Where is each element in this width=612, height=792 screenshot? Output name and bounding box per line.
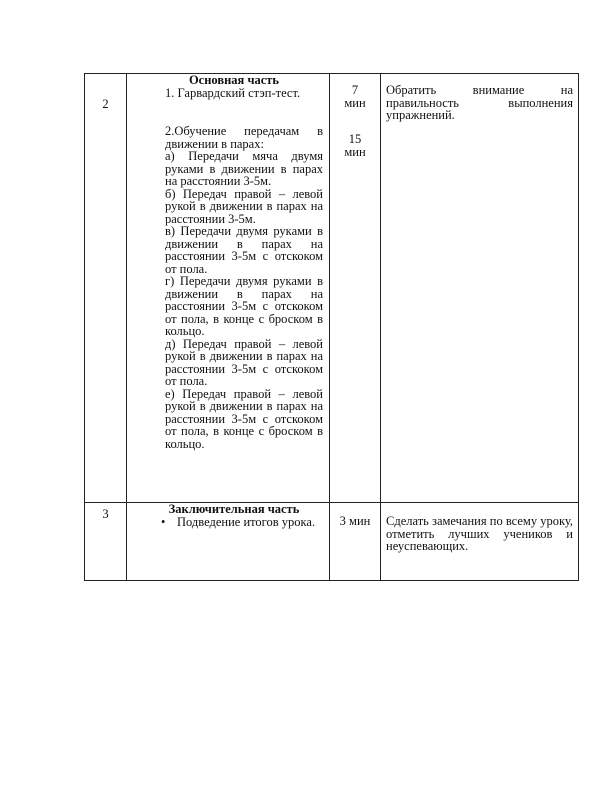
exercise-a: а) Передачи мяча двумя руками в движении в парах на расстоянии 3-5м. [165,149,323,188]
time-value: 7 [351,83,359,97]
time-cell [330,74,381,503]
section-title-main: Основная часть [188,73,280,87]
harvard-step-test-item: 1. Гарвардский стэп-тест. [165,85,301,100]
table-row [85,503,579,581]
row-number-cell [85,74,127,503]
row-number: 3 [102,507,109,521]
time-value: 15 [348,132,362,146]
exercise-f: е) Передач правой – левой рукой в движении в парах на расстоянии 3-5м с отскоком от пола, в конце с броском в кольцо. [165,386,323,451]
row-number: 2 [102,97,109,111]
table-row [85,74,579,503]
methodical-note: Обратить внимание на правильность выполнения упражнений. [386,83,573,122]
exercise-e: д) Передач правой – левой рукой в движении в парах на расстоянии 3-5м с отскоком от пола. [165,336,323,388]
row-number-cell [85,503,127,581]
note-cell [381,74,579,503]
passing-training-title: 2.Обучение передачам в движении в парах: [165,124,323,151]
time-unit: мин [344,144,366,159]
time-unit: мин [344,95,366,110]
exercise-d: г) Передачи двумя руками в движении в парах на расстоянии 3-5м с отскоком от пола, в конце с броском в кольцо. [165,274,323,338]
exercise-b: б) Передач правой – левой рукой в движении в парах на расстоянии 3-5м. [165,186,323,226]
methodical-note: Сделать замечания по всему уроку, отметить лучших учеников и неуспевающих. [386,514,573,553]
time-cell [330,503,381,581]
section-title-final: Заключительная часть [168,502,300,516]
note-cell [381,503,579,581]
content-cell [127,503,330,581]
list-item: • Подведение итогов урока. [165,516,323,529]
time-value: 3 мин [339,514,371,528]
content-cell [127,74,330,503]
lesson-plan-table [84,73,579,581]
bullet-list [165,516,323,529]
exercise-c: в) Передачи двумя руками в движении в парах на расстоянии 3-5м с отскоком от пола. [165,224,323,276]
